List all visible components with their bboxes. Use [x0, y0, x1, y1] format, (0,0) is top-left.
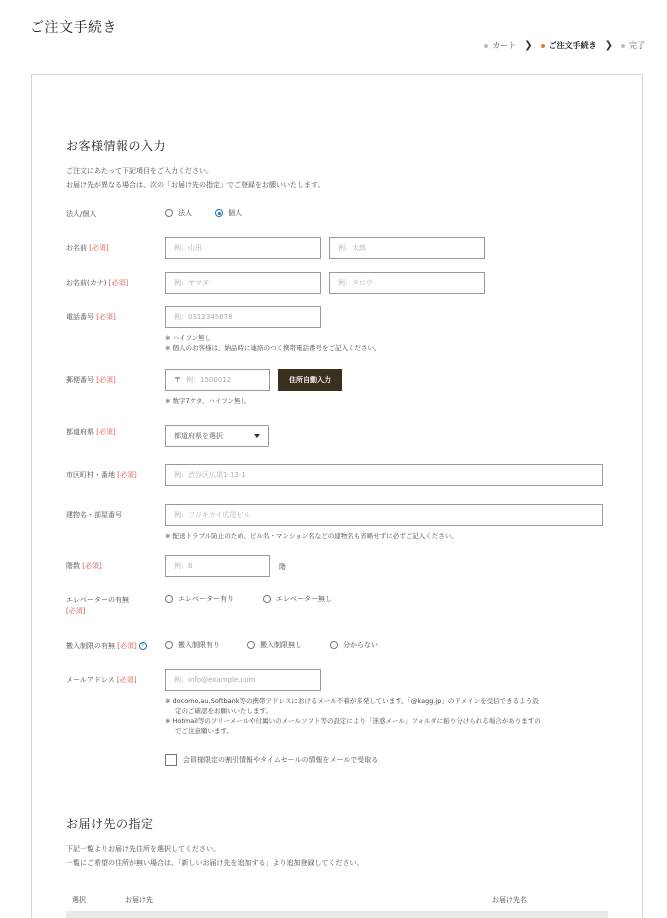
column-header: 選択: [72, 896, 86, 904]
radio-label: エレベーター無し: [276, 595, 332, 603]
note-line: ※ Hotmail等のフリーメールや付属いのメールソフト等の設定により「迷惑メール」フォルダに振り分けられる場合がありますの: [165, 717, 541, 725]
newsletter-option[interactable]: [165, 754, 378, 766]
radio-circle-selected: [215, 209, 223, 217]
floor-unit: 階: [279, 563, 286, 571]
label-text: 郵便番号: [66, 376, 94, 384]
first-name-input[interactable]: [329, 237, 485, 259]
delivery-intro: [66, 842, 364, 870]
label-text: 階数: [66, 562, 80, 570]
table-row[interactable]: [66, 911, 608, 918]
radio-circle: [263, 595, 271, 603]
radio-circle: [165, 595, 173, 603]
elevator-label: [66, 595, 129, 617]
step-dot: [541, 44, 545, 48]
radio-circle: [247, 641, 255, 649]
customer-section-title: お客様情報の入力: [66, 139, 167, 153]
type-label: 法人/個人: [66, 210, 97, 218]
label-text: 電話番号: [66, 313, 94, 321]
customer-intro: [66, 164, 324, 192]
radio-elevator-yes[interactable]: [165, 594, 234, 604]
label-text: お名前(カナ): [66, 279, 107, 287]
select-value: 都道府県を選択: [174, 432, 223, 440]
email-notes: [165, 696, 541, 736]
checkbox-label: 会員様限定の割引情報やタイムセールの情報をメールで受取る: [183, 756, 379, 764]
note-line: 定のご確認をお願いいたします。: [175, 707, 272, 715]
postal-label: [66, 375, 116, 385]
radio-label: 搬入制限有り: [178, 641, 220, 649]
step-label: 完了: [629, 41, 645, 50]
step-label: カート: [492, 41, 517, 50]
note-line: ※ ハイフン無し: [165, 334, 212, 342]
radio-circle: [330, 641, 338, 649]
order-form-card: [31, 74, 643, 918]
intro-line: お届け先が異なる場合は、次の「お届け先の指定」でご登録をお願いいたします。: [66, 181, 325, 189]
note-line: ※ docomo,au,Softbank等の携帯アドレスにおけるメール不着が多発しています。「@kagg.jp」のドメインを受信できるよう設: [165, 697, 539, 705]
kana-label: [66, 278, 128, 288]
name-label: [66, 243, 109, 253]
prefecture-label: [66, 427, 116, 437]
step-cart: [484, 40, 516, 51]
label-text: 搬入制限の有無: [66, 642, 115, 650]
phone-notes: [165, 333, 381, 353]
step-dot: [484, 44, 488, 48]
email-label: [66, 675, 136, 685]
step-label: ご注文手続き: [548, 41, 597, 50]
label-text: 都道府県: [66, 428, 94, 436]
required-mark: [必須]: [96, 313, 116, 321]
radio-circle: [165, 641, 173, 649]
delivery-section-title: お届け先の指定: [66, 817, 154, 831]
newsletter-checkbox[interactable]: [165, 754, 177, 766]
chevron-right-icon: ❯: [604, 40, 613, 51]
floor-input[interactable]: [165, 555, 270, 577]
radio-restriction-unknown[interactable]: [330, 640, 378, 650]
address-autofill-button[interactable]: 住所自動入力: [278, 369, 342, 391]
restriction-label: [66, 641, 147, 651]
required-mark: [必須]: [116, 676, 137, 684]
floor-label: [66, 561, 102, 571]
note-line: ※ 個人のお客様は、納品時に連絡のつく携帯電話番号をご記入ください。: [165, 344, 381, 352]
column-header: お届け先: [125, 896, 153, 904]
intro-line: 一覧にご希望の住所が無い場合は、「新しいお届け先を追加する」より追加登録してください。: [66, 859, 364, 867]
postal-mark-icon: 〒: [174, 376, 181, 384]
radio-elevator-no[interactable]: [263, 594, 332, 604]
help-icon[interactable]: ?: [139, 642, 147, 650]
radio-label: 搬入制限無し: [260, 641, 302, 649]
note-line: でご注意願います。: [175, 727, 233, 735]
building-note: ※ 配送トラブル防止のため、ビル名・マンション名などの建物名も省略せずに必ずご記入ください。: [165, 532, 458, 540]
delivery-table-header: [66, 887, 608, 911]
required-mark: [必須]: [96, 376, 116, 384]
required-mark: [必須]: [66, 607, 86, 615]
required-mark: [必須]: [96, 428, 116, 436]
radio-individual[interactable]: [215, 208, 242, 218]
chevron-right-icon: ❯: [524, 40, 533, 51]
phone-label: [66, 312, 116, 322]
building-label: 建物名・部屋番号: [66, 511, 122, 519]
email-input[interactable]: [165, 669, 321, 691]
caret-down-icon: [254, 434, 260, 438]
step-complete: [621, 40, 645, 51]
label-text: お名前: [66, 244, 87, 252]
intro-line: ご注文にあたって下記項目をご入力ください。: [66, 167, 213, 175]
required-mark: [必須]: [117, 471, 137, 479]
prefecture-select[interactable]: [165, 425, 269, 447]
radio-corporate[interactable]: [165, 208, 192, 218]
city-label: [66, 470, 137, 480]
radio-circle: [165, 209, 173, 217]
step-dot: [621, 44, 625, 48]
step-checkout: [541, 40, 597, 51]
required-mark: [必須]: [89, 244, 109, 252]
building-input[interactable]: [165, 504, 603, 526]
phone-input[interactable]: [165, 306, 321, 328]
required-mark: [必須]: [117, 642, 137, 650]
radio-restriction-no[interactable]: [247, 640, 302, 650]
radio-label: 分からない: [343, 641, 378, 649]
label-text: 市区町村・番地: [66, 471, 115, 479]
last-name-kana-input[interactable]: [165, 272, 321, 294]
radio-restriction-yes[interactable]: [165, 640, 220, 650]
label-text: エレベーターの有無: [66, 596, 129, 604]
intro-line: 下記一覧よりお届け先住所を選択してください。: [66, 845, 220, 853]
radio-label: 法人: [178, 209, 192, 217]
city-input[interactable]: [165, 464, 603, 486]
first-name-kana-input[interactable]: [329, 272, 485, 294]
label-text: メールアドレス: [66, 676, 115, 684]
postal-field: [165, 369, 270, 391]
postal-note: ※ 数字7ケタ、ハイフン無し: [165, 397, 247, 405]
required-mark: [必須]: [108, 279, 129, 287]
column-header: お届け先名: [492, 896, 527, 904]
radio-label: エレベーター有り: [178, 595, 234, 603]
page-title: ご注文手続き: [30, 20, 117, 36]
postal-code-input[interactable]: [186, 376, 266, 384]
required-mark: [必須]: [82, 562, 102, 570]
checkout-steps: [484, 40, 645, 51]
radio-label: 個人: [228, 209, 242, 217]
last-name-input[interactable]: [165, 237, 321, 259]
